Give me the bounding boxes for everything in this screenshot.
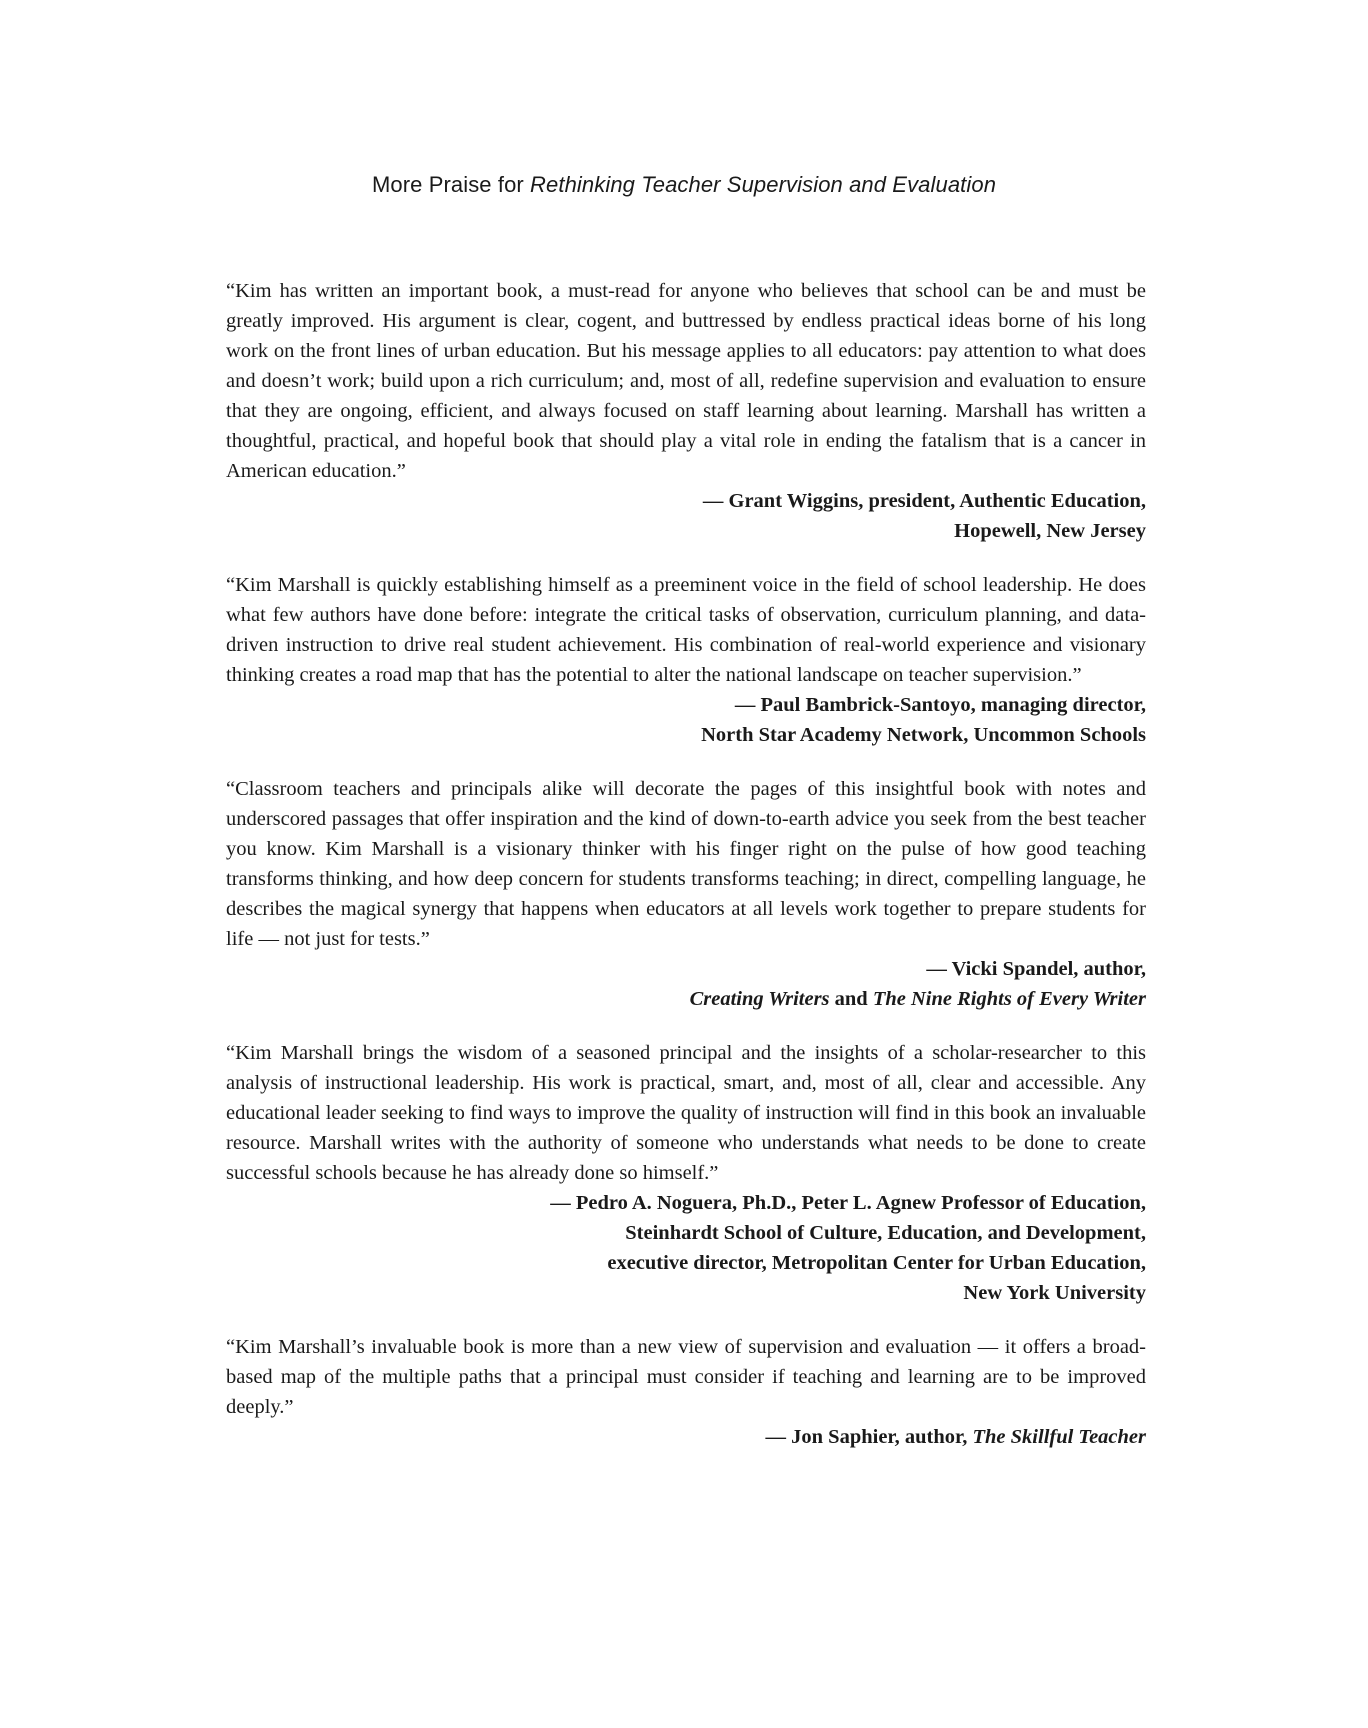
testimonial-quote: “Classroom teachers and principals alike will decorate the pages of this insightful book with notes and underscored passages that offer inspiration and the kind of down-to-earth advice you seek from the best teacher you know. Kim Marshall is a visionary thinker with his finger right on the pulse of how good teaching transforms thinking, and how deep concern for students transforms teaching; in direct, compelling language, he describes the magical synergy that happens when educators at all levels work together to prepare students for life — not just for tests.” — [226, 778, 1146, 950]
testimonial-attribution — [226, 690, 1146, 750]
attribution-line: New York University — [963, 1282, 1146, 1304]
testimonial-attribution — [226, 954, 1146, 1014]
attribution-line: North Star Academy Network, Uncommon Schools — [701, 724, 1146, 746]
page-heading — [0, 172, 1368, 198]
heading-book-title: Rethinking Teacher Supervision and Evaluation — [530, 172, 997, 197]
testimonial-saphier — [226, 1332, 1146, 1452]
attribution-book-title: The Skillful Teacher — [972, 1426, 1146, 1448]
testimonial-bambrick-santoyo — [226, 570, 1146, 750]
attribution-line: Steinhardt School of Culture, Education, and Development, — [625, 1222, 1146, 1244]
testimonial-noguera — [226, 1038, 1146, 1308]
testimonial-spandel — [226, 774, 1146, 1014]
testimonial-attribution — [226, 1422, 1146, 1452]
attribution-conjunction: and — [829, 988, 873, 1010]
attribution-line: — Vicki Spandel, author, — [926, 958, 1146, 980]
attribution-book-title: Creating Writers — [689, 988, 830, 1010]
testimonial-quote: “Kim has written an important book, a must-read for anyone who believes that school can be and must be greatly improved. His argument is clear, cogent, and buttressed by endless practical ideas borne of his long work on the front lines of urban education. But his message applies to all educators: pay attention to what does and doesn’t work; build upon a rich curriculum; and, most of all, redefine supervision and evaluation to ensure that they are ongoing, efficient, and always focused on staff learning about learning. Marshall has written a thoughtful, practical, and hopeful book that should play a vital role in ending the fatalism that is a cancer in American education.” — [226, 280, 1146, 482]
attribution-line: Hopewell, New Jersey — [954, 520, 1146, 542]
attribution-line — [226, 984, 1146, 1014]
testimonial-attribution — [226, 486, 1146, 546]
attribution-book-title: The Nine Rights of Every Writer — [872, 988, 1146, 1010]
attribution-line: — Pedro A. Noguera, Ph.D., Peter L. Agnew Professor of Education, — [550, 1192, 1146, 1214]
attribution-line — [226, 1422, 1146, 1452]
attribution-line: — Grant Wiggins, president, Authentic Education, — [702, 490, 1146, 512]
heading-prefix: More Praise for — [371, 172, 531, 197]
testimonial-quote: “Kim Marshall is quickly establishing himself as a preeminent voice in the field of school leadership. He does what few authors have done before: integrate the critical tasks of observation, curriculum planning, and data-driven instruction to drive real student achievement. His combination of real-world experience and visionary thinking creates a road map that has the potential to alter the national landscape on teacher supervision.” — [226, 574, 1146, 686]
attribution-prefix: — Jon Saphier, author, — [765, 1426, 973, 1448]
attribution-line: executive director, Metropolitan Center for Urban Education, — [607, 1252, 1146, 1274]
testimonial-quote: “Kim Marshall’s invaluable book is more than a new view of supervision and evaluation — it offers a broad-based map of the multiple paths that a principal must consider if teaching and learning are to be improved deeply.” — [226, 1336, 1146, 1418]
testimonials — [226, 276, 1146, 1476]
testimonial-wiggins — [226, 276, 1146, 546]
testimonial-attribution — [226, 1188, 1146, 1308]
attribution-line: — Paul Bambrick-Santoyo, managing director, — [734, 694, 1146, 716]
testimonial-quote: “Kim Marshall brings the wisdom of a seasoned principal and the insights of a scholar-researcher to this analysis of instructional leadership. His work is practical, smart, and, most of all, clear and accessible. Any educational leader seeking to find ways to improve the quality of instruction will find in this book an invaluable resource. Marshall writes with the authority of someone who understands what needs to be done to create successful schools because he has already done so himself.” — [226, 1042, 1146, 1184]
